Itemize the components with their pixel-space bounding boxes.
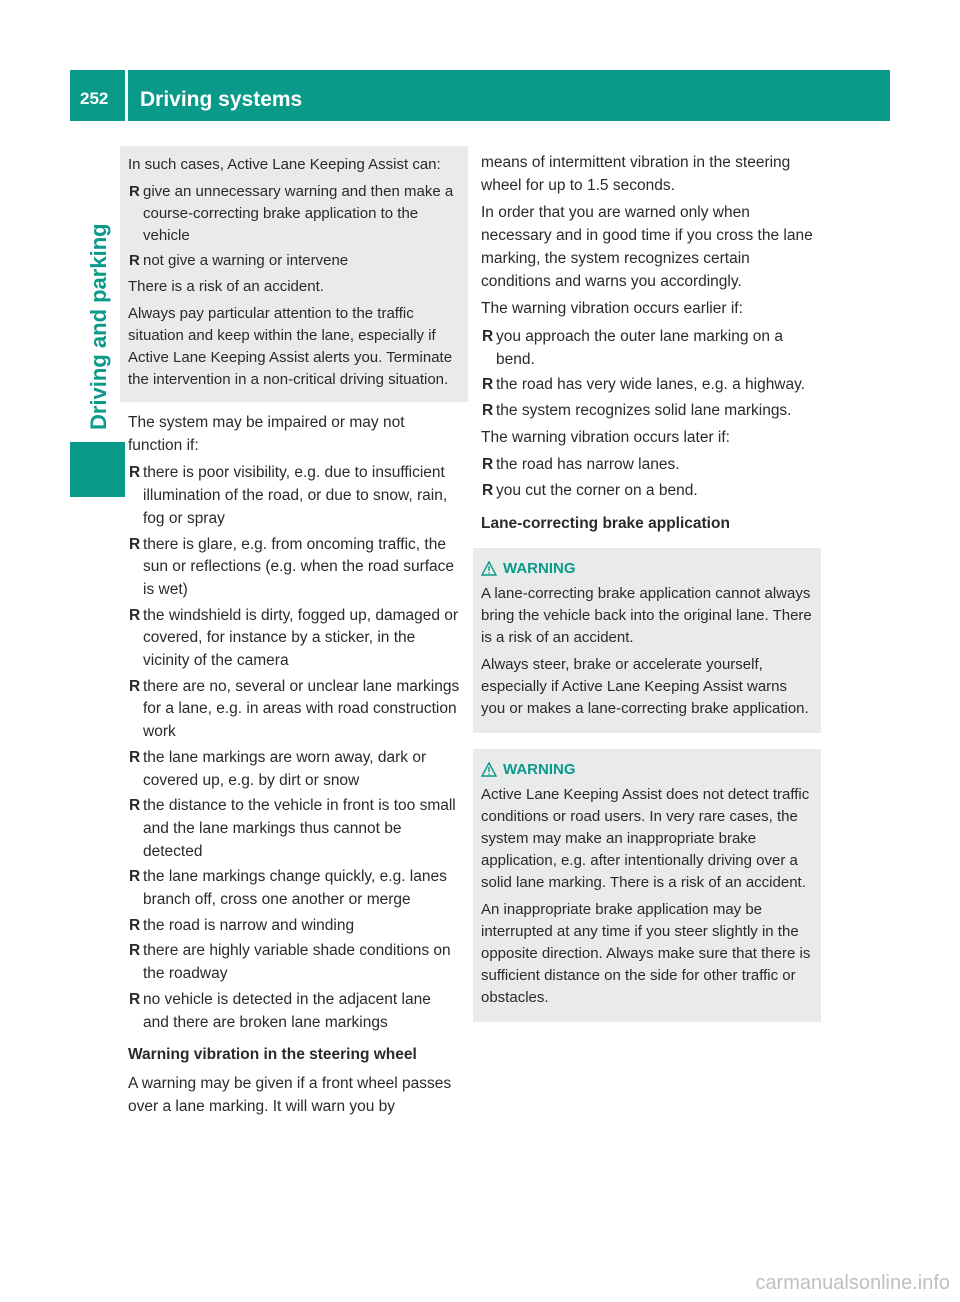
- warning-text: A lane-correcting brake application cannot always bring the vehicle back into the original lane. There is a risk of an accident.: [481, 584, 812, 646]
- warning-box-2: [473, 749, 821, 1022]
- list-item: R there is poor visibility, e.g. due to insufficient illumination of the road, or due to snow, rain, fog or spray: [129, 464, 448, 527]
- later-list: [481, 454, 813, 502]
- list-item: R give an unnecessary warning and then make a course-correcting brake application to the vehicle: [129, 183, 454, 244]
- warning-triangle-icon: [481, 561, 497, 576]
- earlier-intro: The warning vibration occurs earlier if:: [481, 300, 743, 318]
- list-item: R the lane markings change quickly, e.g. lanes branch off, cross one another or merge: [129, 868, 447, 909]
- page-number: 252: [80, 89, 109, 108]
- list-item: R the lane markings are worn away, dark or covered up, e.g. by dirt or snow: [129, 748, 427, 789]
- order-text: In order that you are warned only when necessary and in good time if you cross the lane marking, the system recognizes certain conditions and warns you accordingly.: [481, 204, 813, 290]
- warning-text: Active Lane Keeping Assist does not detect traffic conditions or road users. In very rare cases, the system may make an inappropriate brake application, e.g. after intentionally driving over a solid lane marking. There is a risk of an accident.: [481, 785, 810, 891]
- earlier-list: [481, 326, 813, 423]
- list-item: R there are no, several or unclear lane markings for a lane, e.g. in areas with road construction work: [129, 677, 460, 741]
- list-item: R the distance to the vehicle in front is too small and the lane markings thus cannot be detected: [129, 797, 456, 860]
- list-item: R the road has very wide lanes, e.g. a highway.: [482, 376, 806, 394]
- vibration-continued: means of intermittent vibration in the steering wheel for up to 1.5 seconds.: [481, 154, 791, 194]
- vibration-heading: Warning vibration in the steering wheel: [128, 1046, 417, 1064]
- list-item: R you cut the corner on a bend.: [482, 482, 698, 500]
- list-item: R no vehicle is detected in the adjacent lane and there are broken lane markings: [129, 990, 431, 1031]
- warning-text: An inappropriate brake application may be interrupted at any time if you steer slightly in the opposite direction. Always make sure that there is sufficient distance on the side for other traffic or obstacles.: [481, 900, 811, 1006]
- brake-heading: Lane-correcting brake application: [481, 514, 730, 532]
- warning-header: [481, 759, 813, 781]
- warning-label: WARNING: [503, 559, 576, 577]
- warning-label: WARNING: [503, 760, 576, 778]
- list-item: R you approach the outer lane marking on a bend.: [482, 327, 783, 368]
- impaired-list: [128, 462, 460, 1034]
- warning-triangle-icon: [481, 762, 497, 777]
- side-tab-label: Driving and parking: [86, 223, 111, 430]
- notice-intro: In such cases, Active Lane Keeping Assist can:: [128, 156, 441, 173]
- list-item: R not give a warning or intervene: [129, 252, 349, 269]
- list-item: R the windshield is dirty, fogged up, damaged or covered, for instance by a sticker, in the vicinity of the camera: [129, 606, 459, 670]
- warning-header: [481, 558, 813, 580]
- left-column: [128, 152, 460, 1123]
- warning-box-1: [473, 548, 821, 733]
- notice-risk: There is a risk of an accident.: [128, 278, 324, 295]
- notice-list: [128, 181, 460, 272]
- warning-text: Always steer, brake or accelerate yourself, especially if Active Lane Keeping Assist warns you or makes a lane-correcting brake application.: [481, 655, 809, 717]
- page-title: Driving systems: [140, 88, 303, 111]
- impaired-intro: The system may be impaired or may not function if:: [128, 414, 405, 454]
- notice-box: [120, 146, 468, 402]
- later-intro: The warning vibration occurs later if:: [481, 428, 730, 446]
- right-column: [481, 152, 813, 1038]
- list-item: R the system recognizes solid lane markings.: [482, 402, 792, 420]
- list-item: R there are highly variable shade conditions on the roadway: [129, 942, 451, 983]
- side-tab-block: [70, 442, 125, 497]
- list-item: R there is glare, e.g. from oncoming traffic, the sun or reflections (e.g. when the road surface is wet): [129, 535, 455, 598]
- list-item: R the road is narrow and winding: [129, 916, 355, 934]
- header-divider: [125, 70, 128, 121]
- list-item: R the road has narrow lanes.: [482, 456, 680, 474]
- vibration-text: A warning may be given if a front wheel passes over a lane marking. It will warn you by: [128, 1074, 452, 1115]
- notice-advice: Always pay particular attention to the traffic situation and keep within the lane, especially if Active Lane Keeping Assist alerts you. Terminate the intervention in a non-critical driving situation.: [128, 305, 453, 388]
- watermark[interactable]: carmanualsonline.info: [755, 1272, 950, 1294]
